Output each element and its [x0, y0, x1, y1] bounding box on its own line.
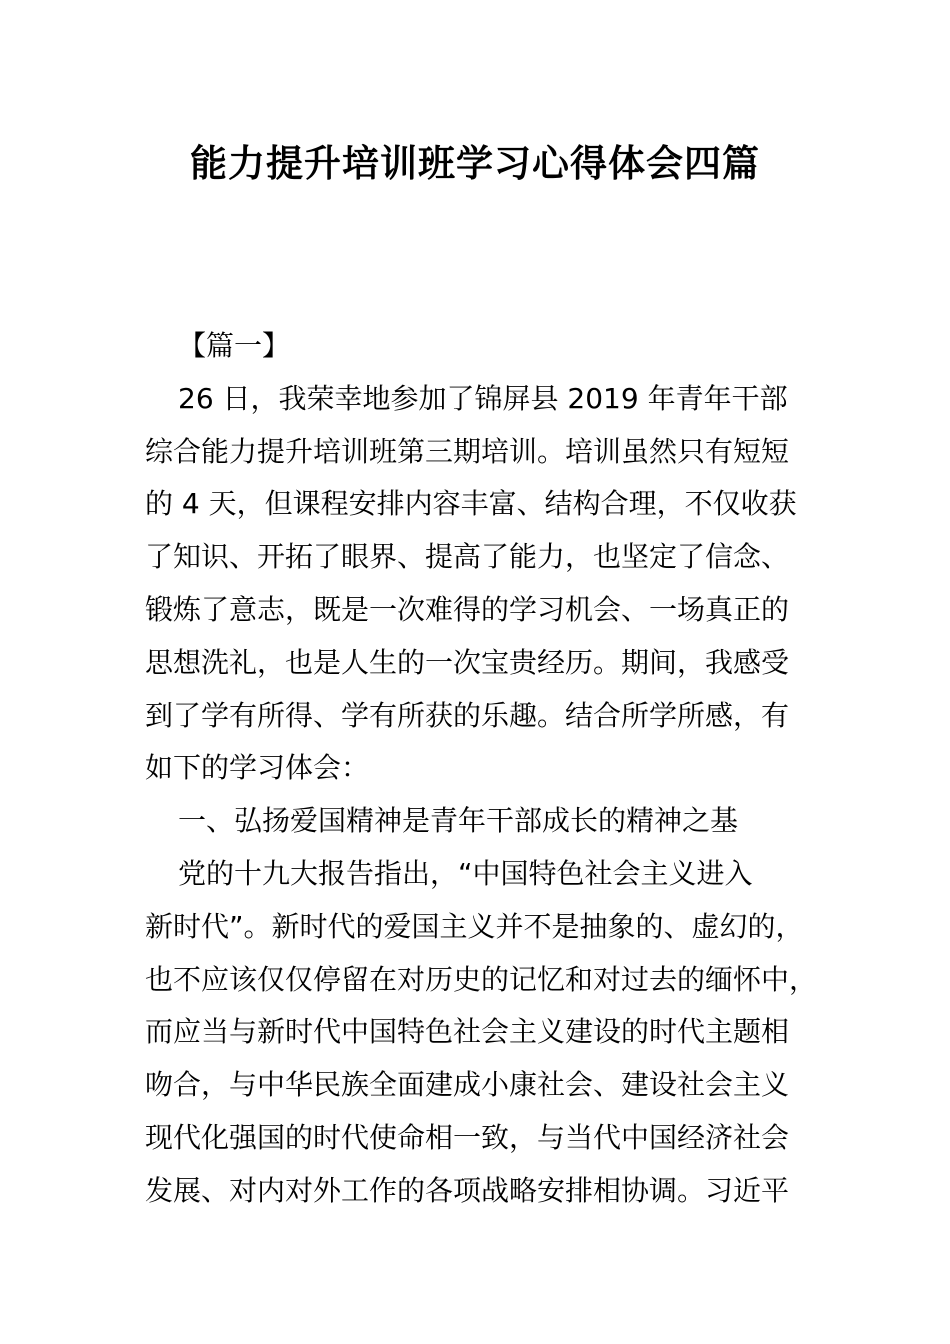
document-title: 能力提升培训班学习心得体会四篇 — [190, 142, 760, 185]
paragraph-line: 新时代”。新时代的爱国主义并不是抽象的、虚幻的， — [145, 909, 804, 943]
paragraph-line: 也不应该仅仅停留在对历史的记忆和对过去的缅怀中， — [145, 962, 818, 996]
document-body — [145, 320, 818, 1218]
paragraph-line: 综合能力提升培训班第三期培训。培训虽然只有短短 — [145, 434, 790, 468]
paragraph-line: 思想洗礼，也是人生的一次宝贵经历。期间，我感受 — [145, 645, 790, 679]
paragraph-line: 了知识、开拓了眼界、提高了能力，也坚定了信念、 — [145, 540, 790, 574]
section-heading: 一、弘扬爱国精神是青年干部成长的精神之基 — [178, 804, 739, 838]
paragraph-line: 发展、对内对外工作的各项战略安排相协调。习近平 — [145, 1173, 790, 1207]
paragraph-line: 吻合，与中华民族全面建成小康社会、建设社会主义 — [145, 1068, 790, 1102]
paragraph-line: 锻炼了意志，既是一次难得的学习机会、一场真正的 — [145, 592, 790, 626]
paragraph-line: 26 日，我荣幸地参加了锦屏县 2019 年青年干部 — [178, 381, 788, 415]
paragraph-line: 而应当与新时代中国特色社会主义建设的时代主题相 — [145, 1015, 790, 1049]
paragraph-line: 如下的学习体会： — [145, 751, 370, 785]
paragraph-line: 党的十九大报告指出，“中国特色社会主义进入 — [178, 856, 753, 890]
paragraph-line: 到了学有所得、学有所获的乐趣。结合所学所感，有 — [145, 698, 790, 732]
paragraph-line: 的 4 天，但课程安排内容丰富、结构合理，不仅收获 — [145, 487, 797, 521]
paragraph-line: 现代化强国的时代使命相一致，与当代中国经济社会 — [145, 1120, 790, 1154]
section-label: 【篇一】 — [178, 329, 291, 362]
